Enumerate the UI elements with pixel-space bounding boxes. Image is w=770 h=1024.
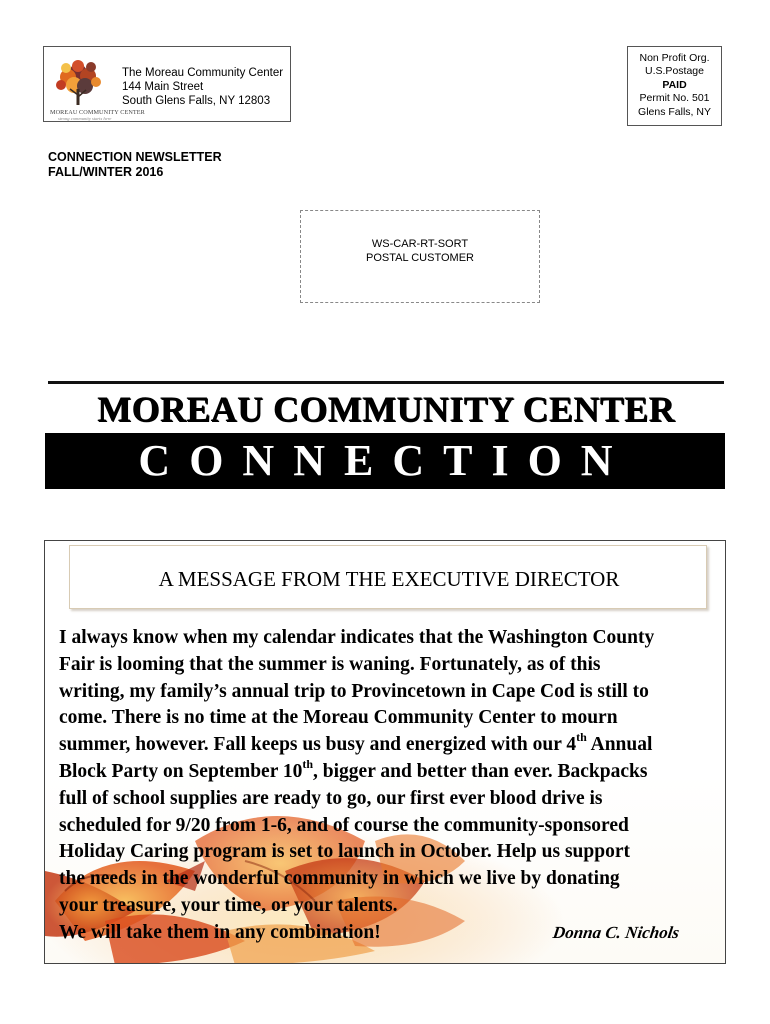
message-line: come. There is no time at the Moreau Community Center to mourn xyxy=(59,707,618,729)
newsletter-label xyxy=(48,150,222,180)
message-body xyxy=(59,625,719,947)
return-address xyxy=(122,66,283,108)
message-line: We will take them in any combination! xyxy=(59,921,381,943)
message-line: full of school supplies are ready to go, our first ever blood drive is xyxy=(59,787,603,809)
message-heading: A MESSAGE FROM THE EXECUTIVE DIRECTOR xyxy=(158,567,620,591)
message-line: the needs in the wonderful community in which we live by donating xyxy=(59,868,620,890)
postage-paid: PAID xyxy=(662,78,687,91)
logo-caption: MOREAU COMMUNITY CENTER xyxy=(50,109,145,116)
return-address-line: 144 Main Street xyxy=(122,81,204,93)
postage-city: Glens Falls, NY xyxy=(638,105,711,118)
tree-logo xyxy=(48,55,145,121)
message-line: Block Party on September 10th, bigger and better than ever. Backpacks xyxy=(59,756,648,782)
postage-permit: Permit No. 501 xyxy=(639,92,710,105)
return-address-box xyxy=(43,46,291,122)
newsletter-issue: FALL/WINTER 2016 xyxy=(48,165,164,179)
message-line: your treasure, your time, or your talents. xyxy=(59,894,398,916)
postage-type: U.S.Postage xyxy=(645,65,704,78)
message-line: I always know when my calendar indicates that the Washington County xyxy=(59,627,655,648)
message-line: scheduled for 9/20 from 1-6, and of course the community-sponsored xyxy=(59,814,629,836)
masthead-banner: CONNECTION xyxy=(45,433,725,489)
message-line: Fair is looming that the summer is waning. Fortunately, as of this xyxy=(59,653,601,675)
return-address-line: South Glens Falls, NY 12803 xyxy=(122,95,271,107)
message-line: writing, my family’s annual trip to Provincetown in Cape Cod is still to xyxy=(59,680,649,702)
director-signature: Donna C. Nichols xyxy=(551,923,681,942)
director-message-panel xyxy=(44,540,726,964)
masthead-rule xyxy=(48,381,724,384)
message-line: Holiday Caring program is set to launch in October. Help us support xyxy=(59,841,630,863)
postage-indicia xyxy=(627,46,722,126)
message-line: summer, however. Fall keeps us busy and energized with our 4th Annual xyxy=(59,730,653,756)
message-heading-box xyxy=(69,545,707,609)
mailing-sort-code: WS-CAR-RT-SORT xyxy=(371,238,469,250)
mailing-recipient: POSTAL CUSTOMER xyxy=(366,252,474,264)
masthead-title: MOREAU COMMUNITY CENTER xyxy=(97,389,675,429)
logo-tagline: strong community starts here xyxy=(58,116,112,121)
return-address-line: The Moreau Community Center xyxy=(122,67,284,79)
mailing-address-box xyxy=(300,210,540,303)
newsletter-name: CONNECTION NEWSLETTER xyxy=(48,150,222,164)
postage-org: Non Profit Org. xyxy=(639,52,710,64)
